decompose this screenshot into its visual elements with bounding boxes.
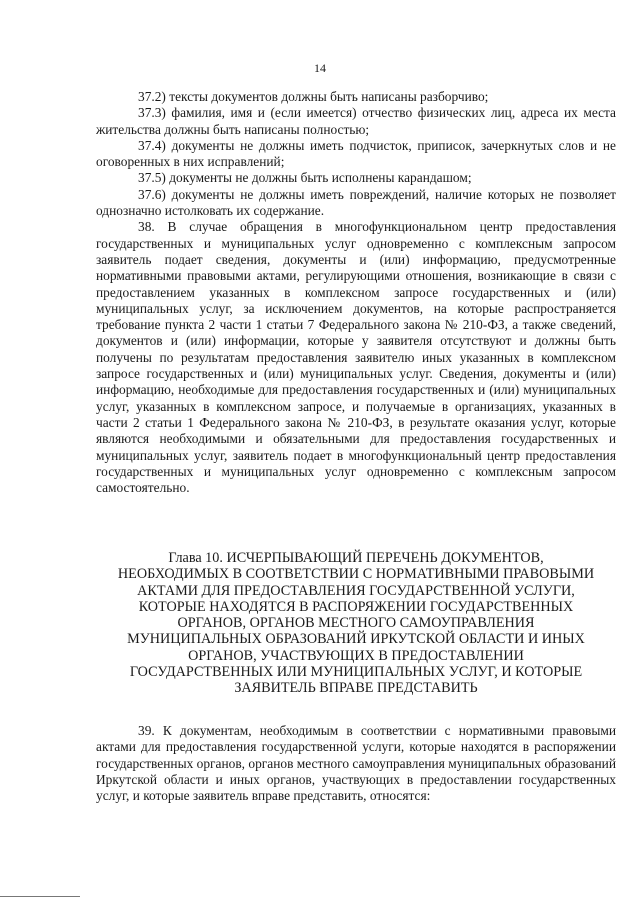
- section-37-38: [96, 89, 616, 496]
- heading-line: КОТОРЫЕ НАХОДЯТСЯ В РАСПОРЯЖЕНИИ ГОСУДАРСТВЕННЫХ: [138, 598, 574, 615]
- heading-line: ГОСУДАРСТВЕННЫХ ИЛИ МУНИЦИПАЛЬНЫХ УСЛУГ, И КОТОРЫЕ: [129, 664, 583, 681]
- heading-line: МУНИЦИПАЛЬНЫХ ОБРАЗОВАНИЙ ИРКУТСКОЙ ОБЛАСТИ И ИНЫХ: [127, 631, 585, 648]
- heading-line: ОРГАНОВ, ОРГАНОВ МЕСТНОГО САМОУПРАВЛЕНИЯ: [177, 615, 535, 632]
- item-37-3: 37.3) фамилия, имя и (если имеется) отчество физических лиц, адреса их места жительства должны быть написаны полностью;: [96, 105, 616, 137]
- heading-line: НЕОБХОДИМЫХ В СООТВЕТСТВИИ С НОРМАТИВНЫМИ ПРАВОВЫМИ: [117, 566, 595, 583]
- heading-line: ОРГАНОВ, УЧАСТВУЮЩИХ В ПРЕДОСТАВЛЕНИИ: [188, 647, 524, 664]
- paragraph-38: 38. В случае обращения в многофункциональном центр предоставления государственных и муниципальных услуг одновременно с комплексным запросом заявитель подает сведения, документы и (или) информацию, предусмотренные нормативными правовыми актами, регулирующими отношения, возникающие в связи с предоставлением указанных в комплексном запросе государственных и (или) муниципальных услуг, за исключением документов, на которые распространяется требование пункта 2 части 1 статьи 7 Федерального закона № 210-ФЗ, а также сведений, документов и (или) информации, которые у заявителя отсутствуют и должны быть получены по результатам предоставления заявителю иных указанных в комплексном запросе государственных и (или) муниципальных услуг. Сведения, документы и (или) информацию, необходимые для предоставления государственных и (или) муниципальных услуг, указанных в комплексном запросе, и получаемые в организациях, указанных в части 2 статьи 1 Федерального закона № 210-ФЗ, в результате оказания услуг, которые являются необходимыми и обязательными для предоставления государственных и муниципальных услуг, заявитель подает в многофункциональный центр предоставления государственных и муниципальных услуг одновременно с комплексным запросом самостоятельно.: [96, 219, 616, 496]
- heading-line: АКТАМИ ДЛЯ ПРЕДОСТАВЛЕНИЯ ГОСУДАРСТВЕННОЙ УСЛУГИ,: [137, 582, 575, 599]
- item-37-5: 37.5) документы не должны быть исполнены карандашом;: [138, 170, 472, 186]
- page-number: 14: [314, 61, 326, 75]
- item-37-2: 37.2) тексты документов должны быть написаны разборчиво;: [138, 89, 489, 104]
- item-37-4: 37.4) документы не должны иметь подчисток, приписок, зачеркнутых слов и не оговоренных в них исправлений;: [96, 137, 616, 170]
- chapter-10-heading: [96, 550, 616, 697]
- footnote-rule: [0, 896, 80, 897]
- section-39: [96, 723, 616, 804]
- paragraph-39: 39. К документам, необходимым в соответствии с нормативными правовыми актами для предоставления государственной услуги, которые находятся в распоряжении государственных органов, органов местного самоуправления муниципальных образований Иркутской области и иных органов, участвующих в предоставлении государственных услуг, и которые заявитель вправе представить, относятся:: [96, 723, 616, 804]
- heading-line: ЗАЯВИТЕЛЬ ВПРАВЕ ПРЕДСТАВИТЬ: [234, 680, 478, 697]
- heading-line: Глава 10. ИСЧЕРПЫВАЮЩИЙ ПЕРЕЧЕНЬ ДОКУМЕНТОВ,: [168, 550, 544, 566]
- item-37-6: 37.6) документы не должны иметь повреждений, наличие которых не позволяет однозначно истолковать их содержание.: [96, 186, 616, 219]
